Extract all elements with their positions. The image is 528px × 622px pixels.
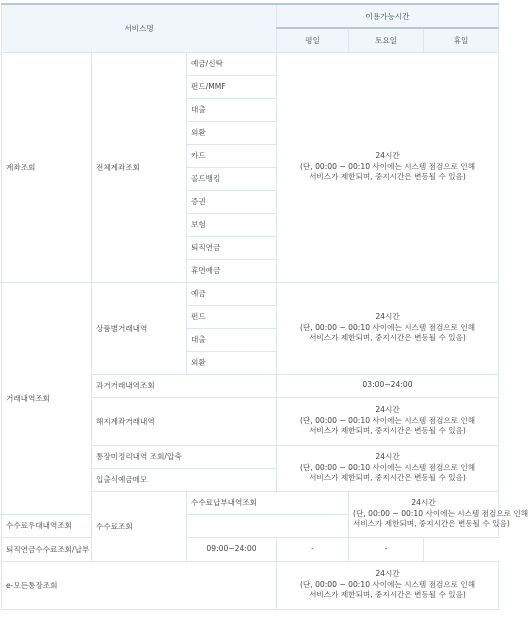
note-restriction: 서비스가 제한되며, 중지시간은 변동될 수 있음) <box>309 590 466 600</box>
product-item-loan: 대출 <box>187 328 277 351</box>
account-item-forex: 외환 <box>187 121 277 144</box>
service-hours-table <box>1 3 528 610</box>
deposit-memo-label: 입출식예금메모 <box>92 468 277 491</box>
fee-paid-label: 수수료납부내역조회 <box>187 491 349 514</box>
note-restriction: 서비스가 제한되며, 중지시간은 변동될 수 있음) <box>309 473 466 483</box>
product-transactions-label: 상품별거래내역 <box>92 282 187 374</box>
account-item-gold-banking: 골드뱅킹 <box>187 167 277 190</box>
account-item-dormant: 휴면예금 <box>187 259 277 282</box>
account-item-insurance: 보험 <box>187 213 277 236</box>
closed-availability-note <box>277 397 499 445</box>
account-item-deposit-trust: 예금/신탁 <box>187 52 277 75</box>
account-availability-note <box>277 52 499 282</box>
e-all-passbook-label: e-모든통장조회 <box>2 561 277 609</box>
note-24h: 24시간 <box>375 151 400 161</box>
note-maintenance: (단, 00:00 ~ 00:10 사이에는 시스템 점검으로 인해 <box>299 322 476 332</box>
pension-fee-label: 퇴직연금수수료조회/납부 <box>2 537 187 561</box>
product-item-deposit: 예금 <box>187 282 277 305</box>
note-restriction: 서비스가 제한되며, 중지시간은 변동될 수 있음) <box>309 172 466 182</box>
past-transactions-time: 03:00~24:00 <box>277 374 499 397</box>
eall-availability-note <box>277 561 499 609</box>
note-maintenance: (단, 00:00 ~ 00:10 사이에는 시스템 점검으로 인해 <box>299 415 476 425</box>
note-restriction: 서비스가 제한되며, 중지시간은 변동될 수 있음) <box>353 519 510 529</box>
holiday-header: 휴일 <box>424 28 499 52</box>
account-item-loan: 대출 <box>187 98 277 121</box>
note-24h: 24시간 <box>375 452 400 462</box>
note-24h: 24시간 <box>375 312 400 322</box>
account-item-pension: 퇴직연금 <box>187 236 277 259</box>
account-item-securities: 증권 <box>187 190 277 213</box>
fee-inquiry-label: 수수료조회 <box>92 491 187 561</box>
past-transactions-label: 과거거래내역조회 <box>92 374 277 397</box>
available-time-header: 이용가능시간 <box>277 4 499 28</box>
fee-discount-label: 수수료우대내역조회 <box>2 514 187 537</box>
all-accounts-inquiry-label: 전체계좌조회 <box>92 52 187 282</box>
product-availability-note <box>277 282 499 374</box>
note-restriction: 서비스가 제한되며, 중지시간은 변동될 수 있음) <box>309 333 466 343</box>
pension-fee-holiday-time: - <box>349 537 424 561</box>
transaction-inquiry-label: 거래내역조회 <box>2 282 92 514</box>
account-item-fund-mmf: 펀드/MMF <box>187 75 277 98</box>
note-maintenance: (단, 00:00 ~ 00:10 사이에는 시스템 점검으로 인해 <box>353 508 528 518</box>
note-24h: 24시간 <box>375 405 400 415</box>
note-maintenance: (단, 00:00 ~ 00:10 사이에는 시스템 점검으로 인해 <box>299 161 476 171</box>
account-item-card: 카드 <box>187 144 277 167</box>
passbook-unsorted-label: 통장미정리내역 조회/압축 <box>92 445 277 468</box>
note-restriction: 서비스가 제한되며, 중지시간은 변동될 수 있음) <box>309 426 466 436</box>
note-24h: 24시간 <box>411 498 436 508</box>
fee-availability-note <box>349 491 528 537</box>
passbook-availability-note <box>277 445 499 491</box>
note-24h: 24시간 <box>375 569 400 579</box>
pension-fee-saturday-time: - <box>277 537 349 561</box>
service-name-header: 서비스명 <box>2 4 277 52</box>
weekday-header: 평일 <box>277 28 349 52</box>
note-maintenance: (단, 00:00 ~ 00:10 사이에는 시스템 점검으로 인해 <box>299 579 476 589</box>
account-inquiry-label: 계좌조회 <box>2 52 92 282</box>
note-maintenance: (단, 00:00 ~ 00:10 사이에는 시스템 점검으로 인해 <box>299 462 476 472</box>
product-item-fund: 펀드 <box>187 305 277 328</box>
closed-account-transactions-label: 해지계좌거래내역 <box>92 397 277 445</box>
saturday-header: 토요일 <box>349 28 424 52</box>
pension-fee-weekday-time: 09:00~24:00 <box>187 537 277 561</box>
product-item-forex: 외환 <box>187 351 277 374</box>
